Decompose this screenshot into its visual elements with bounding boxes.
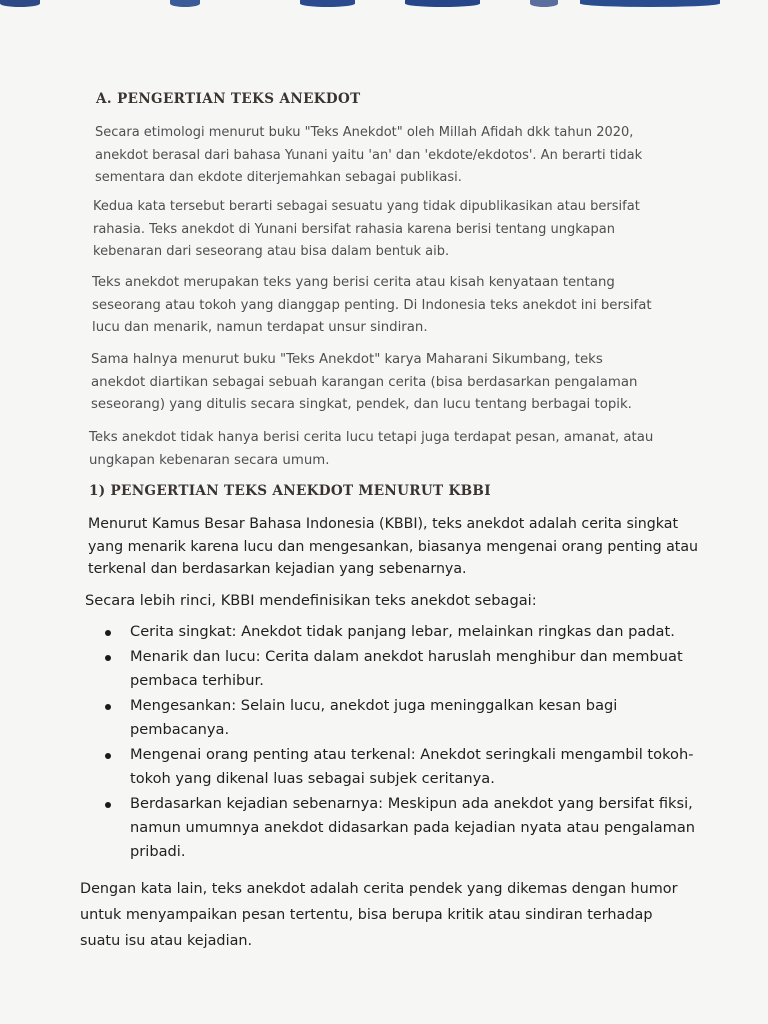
text-line: rahasia. Teks anekdot di Yunani bersifat rahasia karena berisi tentang ungkapan	[93, 221, 615, 237]
definition-bullet-list	[102, 620, 695, 865]
paragraph-teks-anekdot-merupakan	[92, 272, 652, 340]
text-line: suatu isu atau kejadian.	[80, 933, 253, 949]
text-line: ungkapan kebenaran secara umum.	[89, 452, 330, 468]
paragraph-kedua-kata	[93, 196, 640, 264]
text-line: terkenal dan berdasarkan kejadian yang sebenarnya.	[88, 561, 467, 577]
text-line: anekdot diartikan sebagai sebuah karangan cerita (bisa berdasarkan pengalaman	[91, 374, 638, 390]
text-line: sementara dan ekdote diterjemahkan sebagai publikasi.	[95, 170, 462, 185]
text-line: kebenaran dari seseorang atau bisa dalam bentuk aib.	[93, 244, 450, 259]
text-line: Teks anekdot merupakan teks yang berisi cerita atau kisah kenyataan tentang	[92, 275, 615, 290]
text-line: yang menarik karena lucu dan mengesankan, biasanya mengenai orang penting atau	[88, 538, 699, 555]
text-line: pembaca terhibur.	[130, 672, 264, 689]
text-line: pembacanya.	[130, 721, 230, 738]
list-item	[102, 743, 695, 791]
text-line: namun umumnya anekdot didasarkan pada kejadian nyata atau pengalaman	[130, 819, 696, 836]
section-a-heading: A. PENGERTIAN TEKS ANEKDOT	[96, 91, 361, 107]
paragraph-dengan-kata-lain	[80, 876, 678, 954]
paragraph-menurut-kbbi	[88, 513, 698, 581]
list-item	[102, 694, 695, 742]
text-line: Secara lebih rinci, KBBI mendefinisikan teks anekdot sebagai:	[85, 592, 537, 609]
text-line: Menarik dan lucu: Cerita dalam anekdot haruslah menghibur dan membuat	[130, 648, 683, 665]
text-line: Mengenai orang penting atau terkenal: Anekdot seringkali mengambil tokoh-	[130, 746, 694, 763]
text-line: Teks anekdot tidak hanya berisi cerita lucu tetapi juga terdapat pesan, amanat, atau	[89, 430, 654, 445]
text-line: anekdot berasal dari bahasa Yunani yaitu 'an' dan 'ekdote/ekdotos'. An berarti tidak	[95, 147, 643, 163]
bullet-icon	[105, 802, 111, 808]
bullet-icon	[105, 753, 111, 759]
text-line: Berdasarkan kejadian sebenarnya: Meskipun ada anekdot yang bersifat fiksi,	[130, 795, 693, 812]
text-line: pribadi.	[130, 843, 186, 860]
bullet-icon	[105, 630, 111, 636]
text-line: lucu dan menarik, namun terdapat unsur sindiran.	[92, 320, 428, 335]
text-line: Secara etimologi menurut buku "Teks Anekdot" oleh Millah Afidah dkk tahun 2020,	[95, 125, 634, 140]
text-line: Dengan kata lain, teks anekdot adalah cerita pendek yang dikemas dengan humor	[80, 881, 678, 897]
bullet-icon	[105, 704, 111, 710]
list-item	[102, 645, 695, 693]
text-line: Cerita singkat: Anekdot tidak panjang lebar, melainkan ringkas dan padat.	[130, 623, 675, 640]
paragraph-sama-halnya	[91, 349, 637, 417]
text-line: untuk menyampaikan pesan tertentu, bisa berupa kritik atau sindiran terhadap	[80, 907, 653, 923]
text-line: seseorang) yang ditulis secara singkat, pendek, dan lucu tentang berbagai topik.	[91, 397, 632, 412]
text-line: Menurut Kamus Besar Bahasa Indonesia (KBBI), teks anekdot adalah cerita singkat	[88, 516, 679, 532]
paragraph-tidak-hanya	[89, 427, 653, 472]
paragraph-etimologi	[95, 122, 642, 190]
text-line: seseorang atau tokoh yang dianggap penting. Di Indonesia teks anekdot ini bersifat	[92, 297, 652, 313]
bullet-icon	[105, 655, 111, 661]
text-line: Kedua kata tersebut berarti sebagai sesuatu yang tidak dipublikasikan atau bersifat	[93, 199, 640, 214]
section-1-heading: 1) PENGERTIAN TEKS ANEKDOT MENURUT KBBI	[89, 483, 491, 499]
text-line: Sama halnya menurut buku "Teks Anekdot" karya Maharani Sikumbang, teks	[91, 352, 603, 367]
list-item	[102, 792, 695, 864]
text-line: tokoh yang dikenal luas sebagai subjek ceritanya.	[130, 770, 495, 787]
list-item	[102, 620, 695, 644]
paragraph-lead	[85, 590, 537, 613]
text-line: Mengesankan: Selain lucu, anekdot juga meninggalkan kesan bagi	[130, 697, 618, 714]
